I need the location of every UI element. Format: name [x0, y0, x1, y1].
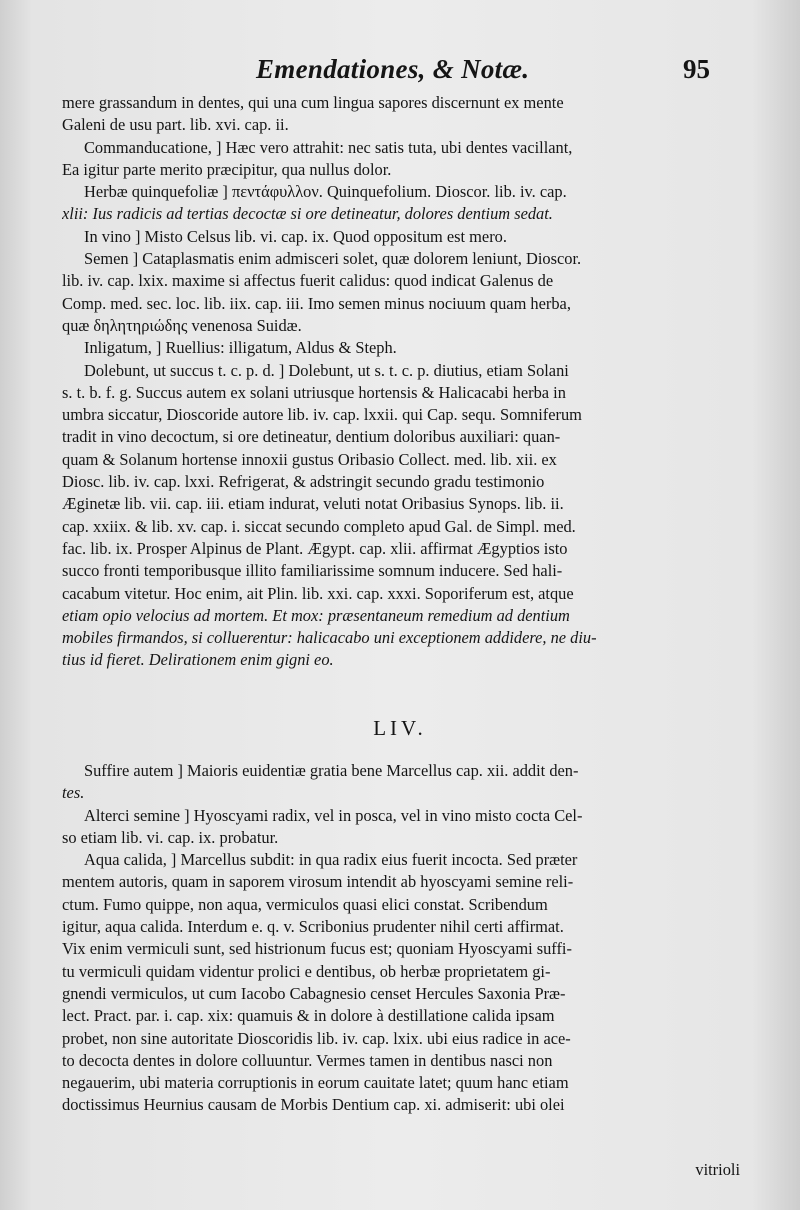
text-line: Æginetæ lib. vii. cap. iii. etiam indurat, veluti notat Oribasius Synops. lib. ii. — [62, 494, 564, 514]
commentary-block-2 — [62, 760, 740, 1117]
text-line: lect. Pract. par. i. cap. xix: quamuis & in dolore à destillatione calida ipsam — [62, 1006, 555, 1026]
catchword: vitrioli — [695, 1160, 740, 1179]
text-line: fac. lib. ix. Prosper Alpinus de Plant. Ægypt. cap. xlii. affirmat Ægyptios isto — [62, 538, 568, 558]
text-line: probet, non sine autoritate Dioscoridis lib. iv. cap. lxix. ubi eius radice in ace- — [62, 1028, 571, 1048]
text-line: cacabum vitetur. Hoc enim, ait Plin. lib. xxi. cap. xxxi. Soporiferum est, atque — [62, 583, 574, 603]
text-line: mentem autoris, quam in saporem virosum intendit ab hyoscyami semine reli- — [62, 872, 574, 892]
text-line: cap. xxiix. & lib. xv. cap. i. siccat secundo completo apud Gal. de Simpl. med. — [62, 516, 576, 536]
text-line: Alterci semine ] Hyoscyami radix, vel in posca, vel in vino misto cocta Cel- — [84, 805, 583, 825]
text-line: Dolebunt, ut succus t. c. p. d. ] Dolebunt, ut s. t. c. p. diutius, etiam Solani — [84, 360, 569, 380]
text-line: Vix enim vermiculi sunt, sed histrionum fucus est; quoniam Hyoscyami suffi- — [62, 939, 572, 959]
text-line: igitur, aqua calida. Interdum e. q. v. Scribonius prudenter nihil certi affirmat. — [62, 917, 564, 937]
text-line: Commanducatione, ] Hæc vero attrahit: nec satis tuta, ubi dentes vacillant, — [84, 137, 573, 157]
text-line: Semen ] Cataplasmatis enim admisceri solet, quæ dolorem leniunt, Dioscor. — [84, 249, 582, 269]
text-line: Comp. med. sec. loc. lib. iix. cap. iii. Imo semen minus nociuum quam herba, — [62, 293, 571, 313]
commentary-block-1 — [62, 92, 740, 672]
text-line: so etiam lib. vi. cap. ix. probatur. — [62, 827, 279, 847]
text-line: etiam opio velocius ad mortem. Et mox: præsentaneum remedium ad dentium — [62, 605, 570, 625]
text-line: succo fronti temporibusque illito familiarissime somnum inducere. Sed hali- — [62, 561, 563, 581]
text-line: Inligatum, ] Ruellius: illigatum, Aldus & Steph. — [84, 338, 397, 358]
section-heading: LIV. — [373, 716, 427, 740]
text-line: xlii: Ius radicis ad tertias decoctæ si ore detineatur, dolores dentium sedat. — [62, 204, 553, 224]
text-line: In vino ] Misto Celsus lib. vi. cap. ix. Quod oppositum est mero. — [84, 226, 507, 246]
text-line: umbra siccatur, Dioscoride autore lib. iv. cap. lxxii. qui Cap. sequ. Somniferum — [62, 405, 582, 425]
text-line: gnendi vermiculos, ut cum Iacobo Cabagnesio censet Hercules Saxonia Præ- — [62, 983, 566, 1003]
text-line: tius id fieret. Delirationem enim gigni eo. — [62, 650, 334, 670]
text-line: quæ δηλητηριώδης venenosa Suidæ. — [62, 315, 302, 335]
text-line: negauerim, ubi materia corruptionis in eorum cauitate latet; quum hanc etiam — [62, 1073, 569, 1093]
text-line: doctissimus Heurnius causam de Morbis Dentium cap. xi. admiserit: ubi olei — [62, 1095, 565, 1115]
running-title: Emendationes, & Notæ. — [256, 54, 530, 84]
text-line: Suffire autem ] Maioris euidentiæ gratia bene Marcellus cap. xii. addit den- — [84, 761, 579, 780]
text-line: Galeni de usu part. lib. xvi. cap. ii. — [62, 115, 289, 135]
text-line: quam & Solanum hortense innoxii gustus Oribasio Collect. med. lib. xii. ex — [62, 449, 557, 469]
text-line: Aqua calida, ] Marcellus subdit: in qua radix eius fuerit incocta. Sed præter — [84, 850, 578, 870]
text-line: tes. — [62, 783, 85, 803]
text-line: s. t. b. f. g. Succus autem ex solani utriusque hortensis & Halicacabi herba in — [62, 382, 566, 402]
text-line: mere grassandum in dentes, qui una cum lingua sapores discernunt ex mente — [62, 93, 564, 112]
text-line: to decocta dentes in dolore colluuntur. Vermes tamen in dentibus nasci non — [62, 1050, 553, 1070]
text-line: mobiles firmandos, si colluerentur: halicacabo uni exceptionem addidere, ne diu- — [62, 628, 597, 648]
text-line: tradit in vino decoctum, si ore detineatur, dentium doloribus auxiliari: quan- — [62, 427, 561, 447]
text-line: Herbæ quinquefoliæ ] πεντάφυλλον. Quinquefolium. Dioscor. lib. iv. cap. — [84, 182, 567, 202]
text-line: lib. iv. cap. lxix. maxime si affectus fuerit calidus: quod indicat Galenus de — [62, 271, 554, 291]
text-line: Ea igitur parte merito præcipitur, qua nullus dolor. — [62, 159, 392, 179]
page-number: 95 — [683, 54, 710, 84]
text-line: tu vermiculi quidam videntur prolici e dentibus, ob herbæ proprietatem gi- — [62, 961, 551, 981]
text-line: Diosc. lib. iv. cap. lxxi. Refrigerat, & adstringit secundo gradu testimonio — [62, 472, 545, 492]
text-line: ctum. Fumo quippe, non aqua, vermiculos quasi elici constat. Scribendum — [62, 894, 548, 914]
page-header — [60, 54, 750, 90]
